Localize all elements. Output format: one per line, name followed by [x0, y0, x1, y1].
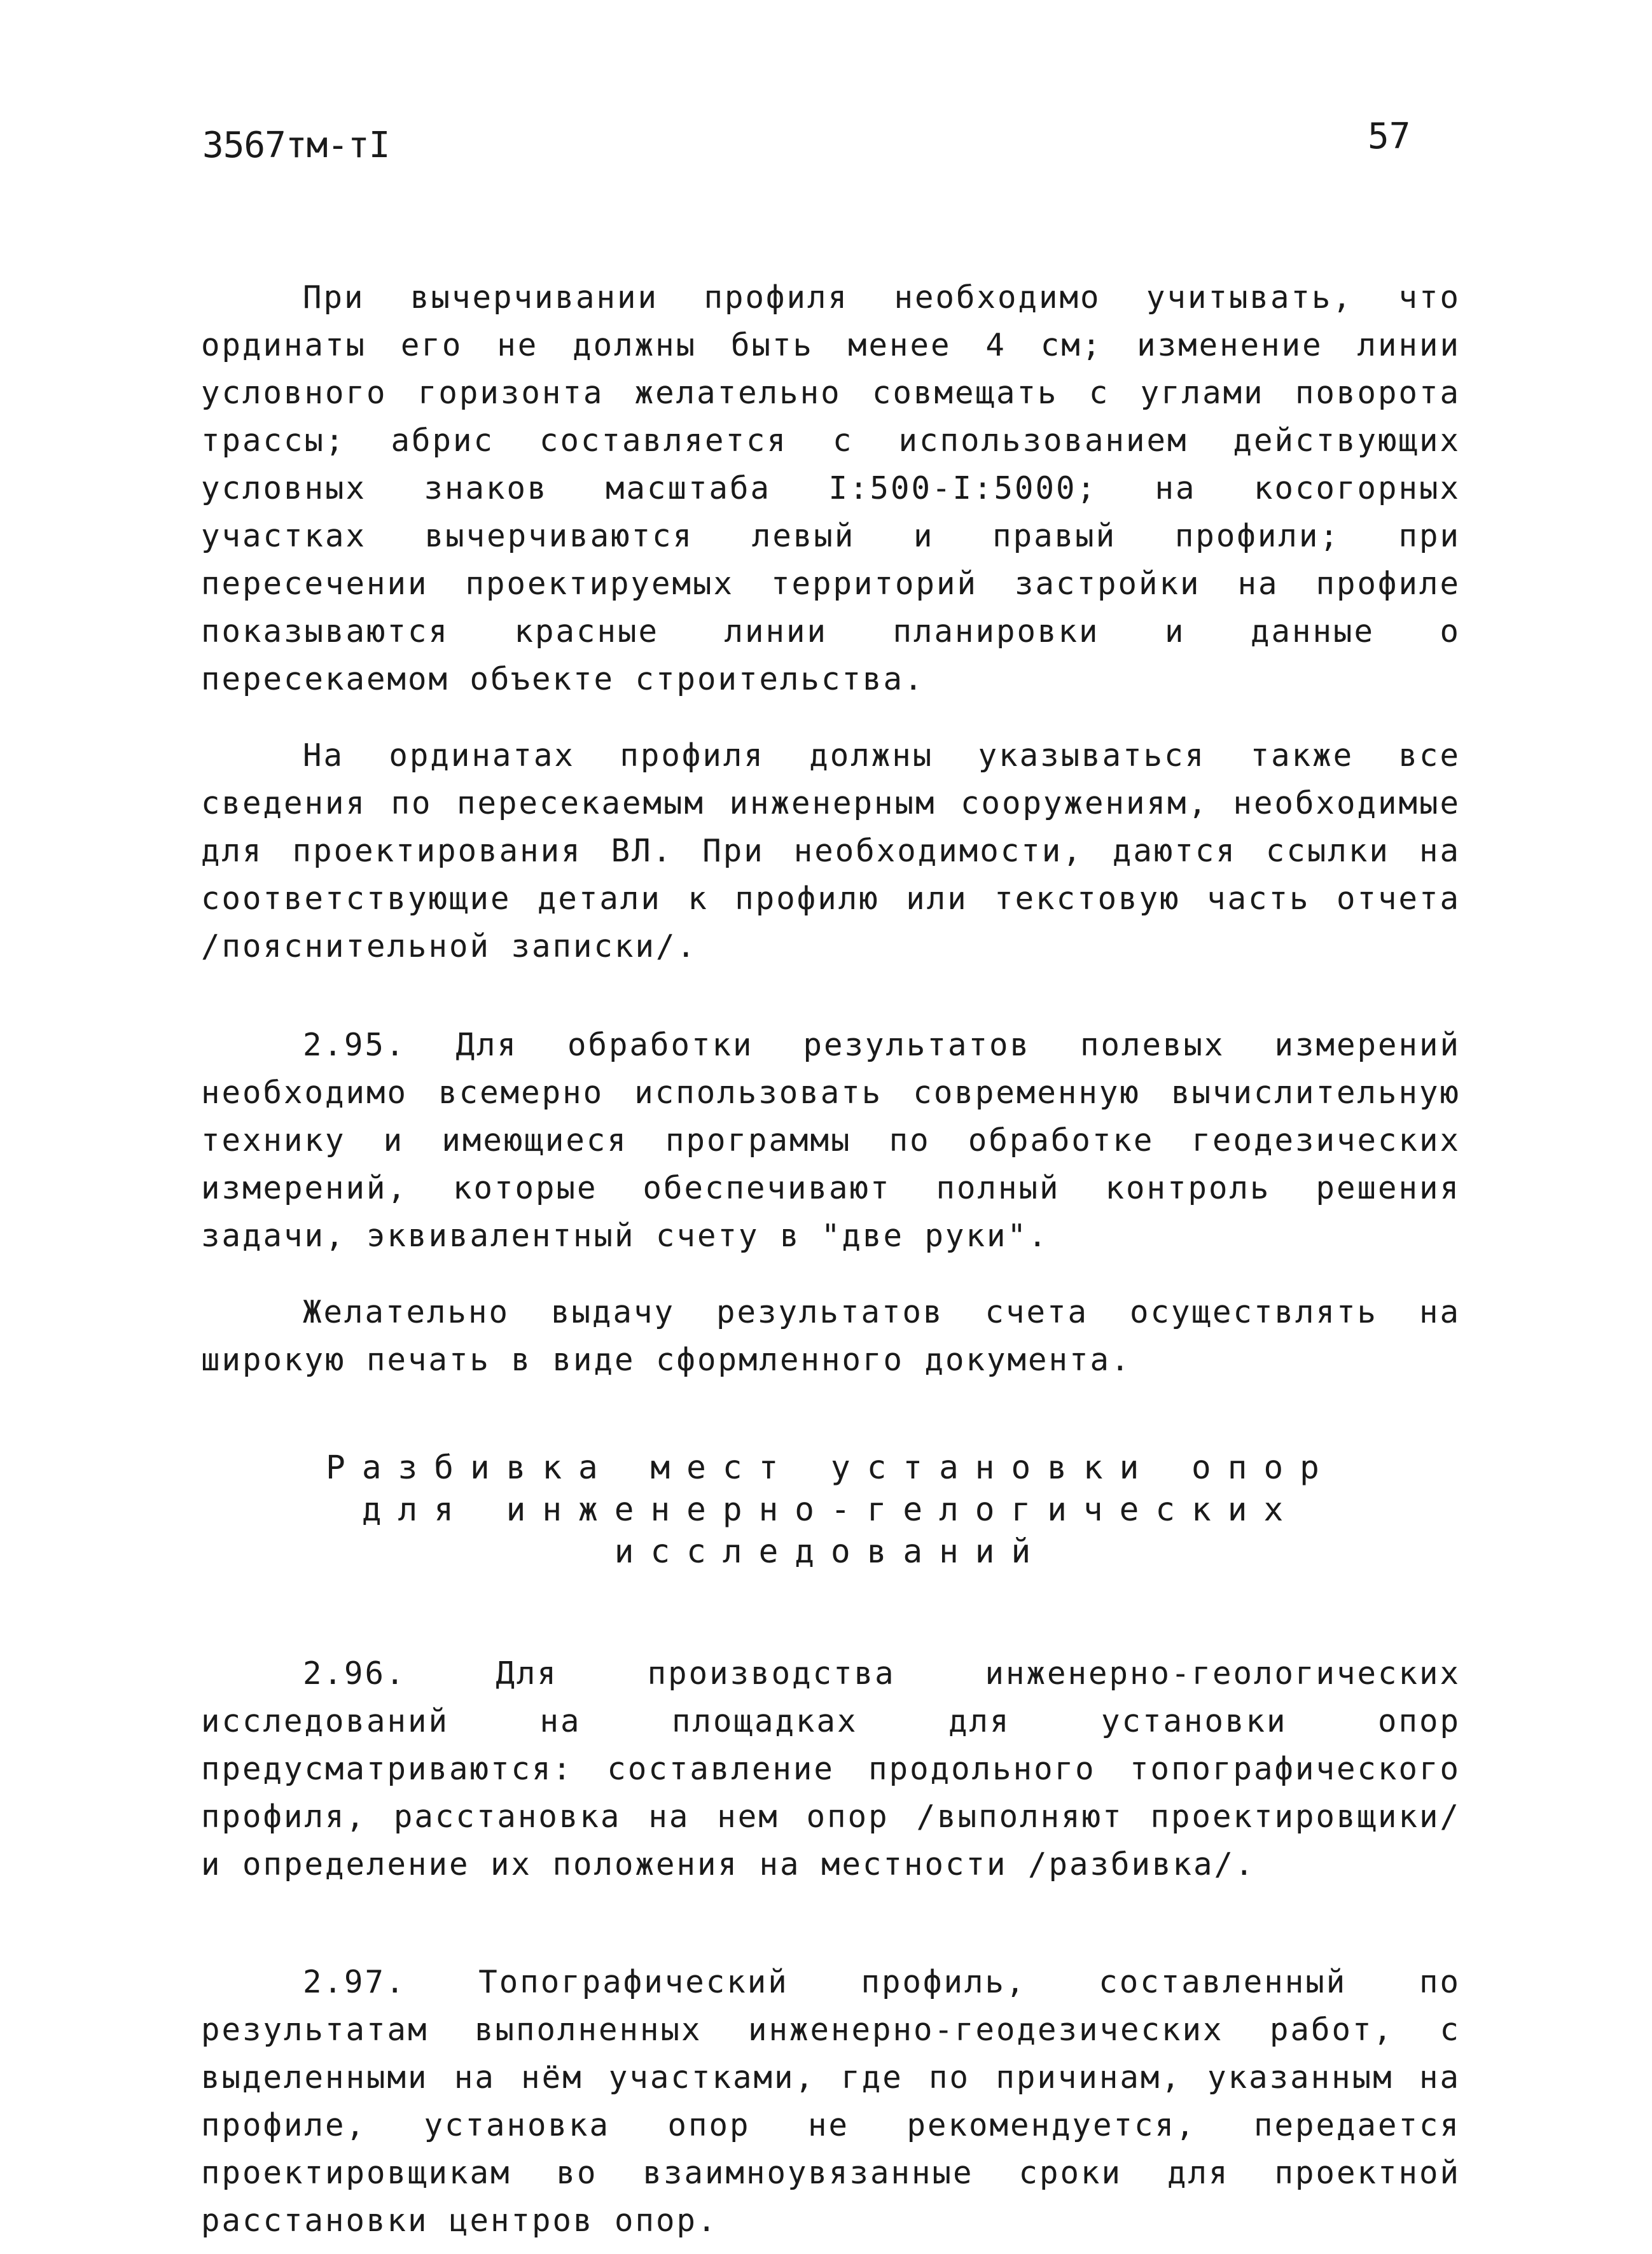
section-heading	[201, 1447, 1461, 1573]
document-body	[201, 274, 1461, 2244]
paragraph-printout: Желательно выдачу результатов счета осуществлять на широкую печать в виде сформленного документа.	[201, 1294, 1461, 1378]
section-heading-line-2: для инженерно-гелогических	[361, 1491, 1300, 1529]
section-heading-line-1: Разбивка мест установки опор	[326, 1449, 1336, 1487]
document-code: 3567тм-тI	[202, 125, 390, 166]
paragraph-2-95: 2.95. Для обработки результатов полевых измерений необходимо всемерно использовать современную вычислительную технику и имеющиеся программы по обработке геодезических измерений, которые обеспечивают полный контроль решения задачи, эквивалентный счету в "две руки".	[201, 1027, 1461, 1254]
paragraph-2-96: 2.96. Для производства инженерно-геологических исследований на площадках для установки опор предусматриваются: составление продольного топографического профиля, расстановка на нем опор /выполняют проектировщики/ и определение их положения на местности /разбивка/.	[201, 1655, 1461, 1882]
page-number: 57	[1368, 116, 1411, 157]
paragraph-ordinates: На ординатах профиля должны указываться также все сведения по пересекаемым инженерным сооружениям, необходимые для проектирования ВЛ. При необходимости, даются ссылки на соответствующие детали к профилю или текстовую часть отчета /пояснительной записки/.	[201, 737, 1461, 964]
section-heading-line-3: исследований	[614, 1533, 1048, 1571]
paragraph-2-97: 2.97. Топографический профиль, составленный по результатам выполненных инженерно-геодезических работ, с выделенными на нём участками, где по причинам, указанным на профиле, установка опор не рекомендуется, передается проектировщикам во взаимноувязанные сроки для проектной расстановки центров опор.	[201, 1964, 1461, 2239]
paragraph-profile-drawing: При вычерчивании профиля необходимо учитывать, что ординаты его не должны быть менее 4 см; изменение линии условного горизонта желательно совмещать с углами поворота трассы; абрис составляется с использованием действующих условных знаков масштаба I:500-I:5000; на косогорных участках вычерчиваются левый и правый профили; при пересечении проектируемых территорий застройки на профиле показываются красные линии планировки и данные о пересекаемом объекте строительства.	[201, 279, 1461, 697]
